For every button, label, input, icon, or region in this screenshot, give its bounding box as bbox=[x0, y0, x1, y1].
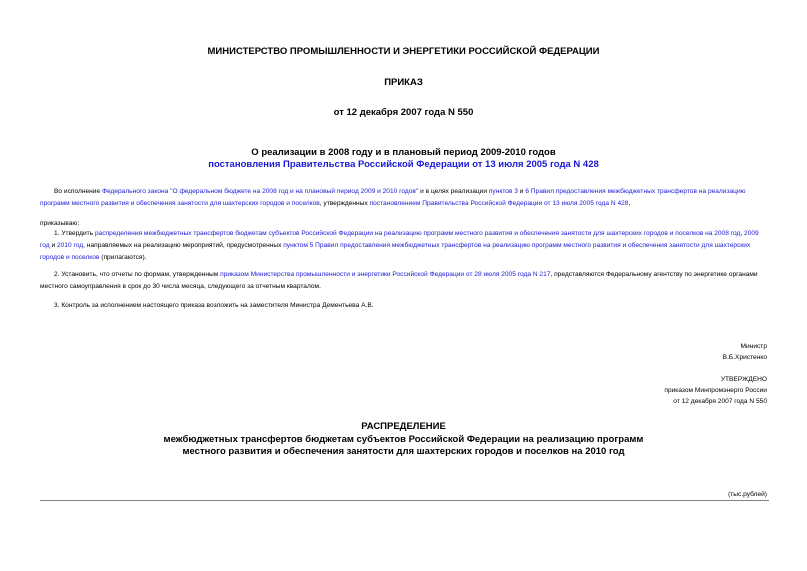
approval-label: УТВЕРЖДЕНО bbox=[720, 376, 767, 383]
order-subject: О реализации в 2008 году и в плановый период 2009-2010 годов bbox=[251, 147, 556, 158]
ministry-heading: МИНИСТЕРСТВО ПРОМЫШЛЕННОСТИ И ЭНЕРГЕТИКИ РОССИЙСКОЙ ФЕДЕРАЦИИ bbox=[207, 46, 600, 57]
rules-point6-link[interactable]: 6 Правил предоставления межбюджетных трансфертов на реализацию программ местного развития и обеспечения занятости для шахтерских городов и поселков bbox=[40, 188, 746, 207]
item-text: и bbox=[49, 242, 57, 249]
approval-by-order: приказом Минпромэнерго России bbox=[664, 387, 767, 394]
intro-text: и bbox=[517, 188, 526, 195]
item-text: , направляемых на реализацию мероприятий, предусмотренных bbox=[83, 242, 284, 249]
intro-text: и в целях реализации bbox=[418, 188, 489, 195]
distribution-2008-link[interactable]: распределения межбюджетных трансфертов бюджетам субъектов Российской Федерации на реализацию программ местного развития и обеспечения занятости для шахтерских городов и поселков на 2008 год bbox=[94, 230, 741, 237]
intro-text: , утвержденных bbox=[319, 200, 370, 207]
intro-paragraph bbox=[40, 186, 770, 210]
item-text: (прилагаются). bbox=[99, 254, 147, 261]
intro-text: , bbox=[628, 200, 631, 207]
distribution-subtitle-1: межбюджетных трансфертов бюджетам субъектов Российской Федерации на реализацию программ bbox=[163, 434, 644, 445]
order-item-2 bbox=[40, 269, 770, 293]
order-word: приказываю: bbox=[40, 220, 80, 227]
subject-resolution-link[interactable]: постановления Правительства Российской Федерации от 13 июля 2005 года N 428 bbox=[208, 159, 599, 170]
signatory-name: В.Б.Христенко bbox=[722, 354, 767, 361]
divider-line bbox=[40, 500, 769, 501]
item-text: 1. Утвердить bbox=[54, 230, 95, 237]
signatory-title: Министр bbox=[740, 343, 767, 350]
federal-law-link[interactable]: Федерального закона "О федеральном бюджете на 2008 год и на плановый период 2009 и 2010 годов" bbox=[101, 188, 419, 195]
intro-text: Во исполнение bbox=[54, 188, 102, 195]
distribution-subtitle-2: местного развития и обеспечения занятости для шахтерских городов и поселков на 2010 год bbox=[182, 446, 625, 457]
order-item-3: 3. Контроль за исполнением настоящего приказа возложить на заместителя Министра Дементьева А.В. bbox=[54, 302, 374, 309]
rules-point5-link[interactable]: пунктом 5 Правил предоставления межбюджетных трансфертов на реализацию программ местного развития и обеспечения занятости для шахтерских городов и поселков bbox=[40, 242, 751, 261]
order-date-number: от 12 декабря 2007 года N 550 bbox=[333, 107, 474, 118]
units-label: (тыс.рублей) bbox=[728, 491, 767, 498]
government-resolution-link[interactable]: постановлением Правительства Российской Федерации от 13 июля 2005 года N 428 bbox=[369, 200, 629, 207]
item-text: 2. Установить, что отчеты по формам, утвержденным bbox=[54, 271, 221, 278]
distribution-2009-link[interactable]: 2009 год bbox=[40, 230, 759, 249]
distribution-title: РАСПРЕДЕЛЕНИЕ bbox=[361, 421, 446, 432]
item-text: , представляются Федеральному агентству по энергетике органами местного самоуправления в срок до 30 числа месяца, следующего за отчетным кварталом. bbox=[40, 271, 758, 290]
order-item-1 bbox=[40, 228, 770, 264]
ministry-order-217-link[interactable]: приказом Министерства промышленности и энергетики Российской Федерации от 28 июля 2005 года N 217 bbox=[220, 271, 551, 278]
approval-date: от 12 декабря 2007 года N 550 bbox=[673, 398, 767, 405]
distribution-2010-link[interactable]: 2010 год bbox=[57, 242, 84, 249]
item-text: , bbox=[740, 230, 745, 237]
rules-point3-link[interactable]: пунктов 3 bbox=[488, 188, 518, 195]
doc-type-heading: ПРИКАЗ bbox=[384, 77, 423, 88]
